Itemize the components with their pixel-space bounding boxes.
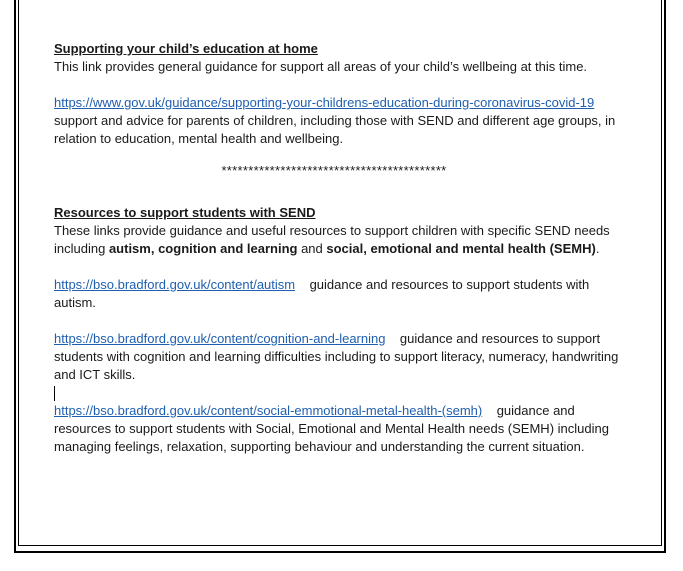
link-govuk-guidance[interactable]: https://www.gov.uk/guidance/supporting-your-childrens-education-during-coronavirus-covid-19 [54,95,595,110]
link-description: guidance and resources to support students with cognition and learning difficulties including to support literacy, numeracy, handwriting and ICT skills. [54,331,619,382]
link-description: support and advice for parents of children, including those with SEND and different age groups, in relation to education, mental health and wellbeing. [54,113,616,146]
section-intro-send: These links provide guidance and useful resources to support children with specific SEND needs including autism, cognition and learning and social, emotional and mental health (SEMH). [54,223,610,256]
separator-stars: ****************************************** [221,163,447,178]
link-description: guidance and resources to support students with autism. [54,277,590,310]
document-body [54,40,634,456]
paragraph-govuk [54,94,634,148]
text-cursor [54,386,55,401]
link-autism[interactable]: https://bso.bradford.gov.uk/content/autism [54,277,296,292]
list-item [54,330,634,384]
list-item [54,402,634,456]
link-semh[interactable]: https://bso.bradford.gov.uk/content/social-emmotional-metal-health-(semh) [54,403,483,418]
section-intro-education: This link provides general guidance for support all areas of your child’s wellbeing at this time. [54,59,588,74]
list-item [54,276,634,312]
section-heading-education: Supporting your child’s education at home [54,41,318,56]
link-cognition-learning[interactable]: https://bso.bradford.gov.uk/content/cognition-and-learning [54,331,386,346]
link-description: guidance and resources to support students with Social, Emotional and Mental Health needs (SEMH) including managing feelings, relaxation, supporting behaviour and understanding the current situation. [54,403,609,454]
section-heading-send: Resources to support students with SEND [54,205,316,220]
